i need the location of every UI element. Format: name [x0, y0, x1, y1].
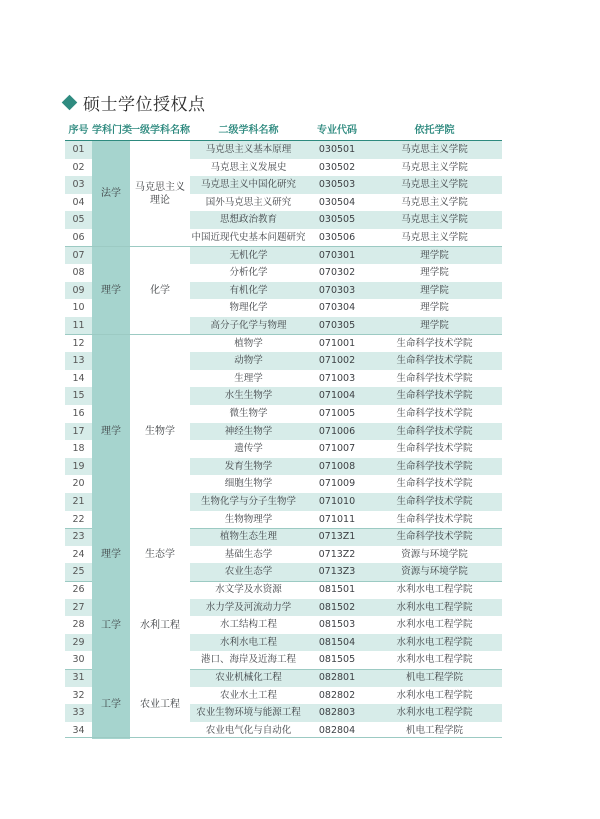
category-cell: 工学	[92, 669, 130, 739]
subdiscipline-name: 农业电气化与自动化	[205, 724, 292, 736]
major-code: 082801	[318, 672, 356, 683]
subdiscipline-name: 无机化学	[229, 249, 268, 261]
major-code: 081501	[318, 584, 356, 595]
college-name: 资源与环境学院	[401, 566, 468, 578]
college-name: 水利水电工程学院	[396, 654, 473, 666]
discipline-cell: 马克思主义理论	[130, 141, 190, 247]
subdiscipline-name: 思想政治教育	[219, 214, 277, 226]
header-code: 专业代码	[317, 125, 357, 136]
subdiscipline-name: 基础生态学	[224, 548, 273, 560]
row-number: 19	[72, 460, 85, 472]
major-code: 030502	[318, 161, 356, 173]
major-code: 071002	[318, 355, 356, 367]
page-title-text: 硕士学位授权点	[83, 94, 206, 115]
row-number: 14	[72, 372, 85, 384]
subdiscipline-name: 国外马克思主义研究	[205, 196, 292, 208]
major-code: 071009	[318, 478, 356, 490]
row-number: 30	[72, 654, 85, 666]
subdiscipline-name: 高分子化学与物理	[210, 320, 287, 331]
college-name: 水利水电工程学院	[396, 689, 473, 701]
major-code: 082803	[318, 707, 356, 719]
major-code: 0713Z1	[318, 531, 356, 543]
row-number: 13	[72, 355, 85, 367]
row-number: 32	[72, 689, 85, 701]
subdiscipline-name: 细胞生物学	[224, 478, 273, 490]
college-name: 机电工程学院	[405, 724, 463, 736]
college-name: 马克思主义学院	[401, 214, 468, 226]
major-code: 070301	[318, 249, 356, 261]
major-code: 0713Z3	[318, 566, 356, 578]
major-code: 071008	[318, 460, 356, 472]
subdiscipline-name: 农业机械化工程	[215, 672, 282, 683]
row-number: 34	[72, 724, 85, 736]
college-name: 生命科学技术学院	[396, 408, 473, 419]
college-name: 生命科学技术学院	[396, 390, 473, 402]
subdiscipline-name: 水工结构工程	[219, 619, 277, 631]
subdiscipline-name: 微生物学	[229, 408, 268, 419]
major-code: 071001	[318, 337, 356, 349]
college-name: 生命科学技术学院	[396, 425, 473, 437]
category-cell: 理学	[92, 247, 130, 335]
subdiscipline-name: 马克思主义基本原理	[205, 144, 292, 155]
college-name: 水利水电工程学院	[396, 636, 473, 648]
major-code: 081505	[318, 654, 356, 666]
row-number: 01	[72, 144, 85, 155]
major-code: 030505	[318, 214, 356, 226]
subdiscipline-name: 分析化学	[229, 267, 268, 279]
college-name: 马克思主义学院	[401, 161, 468, 173]
subdiscipline-name: 植物学	[234, 337, 263, 349]
college-name: 生命科学技术学院	[396, 496, 473, 507]
row-number: 23	[72, 531, 85, 543]
discipline-cell: 生态学	[130, 528, 190, 581]
subdiscipline-name: 动物学	[234, 355, 263, 367]
row-number: 31	[72, 672, 85, 683]
college-name: 生命科学技术学院	[396, 513, 473, 525]
discipline-cell: 农业工程	[130, 669, 190, 739]
subdiscipline-name: 物理化学	[229, 302, 268, 314]
row-number: 17	[72, 425, 85, 437]
row-number: 04	[72, 196, 85, 208]
category-cell: 理学	[92, 335, 130, 529]
row-number: 20	[72, 478, 85, 490]
subdiscipline-name: 有机化学	[229, 284, 268, 296]
college-name: 马克思主义学院	[401, 179, 468, 191]
category-cell: 工学	[92, 581, 130, 669]
college-name: 生命科学技术学院	[396, 478, 473, 490]
category-cell: 理学	[92, 528, 130, 581]
subdiscipline-name: 植物生态生理	[219, 531, 277, 543]
major-code: 081503	[318, 619, 356, 631]
discipline-cell: 化学	[130, 247, 190, 335]
row-number: 22	[72, 513, 85, 525]
subdiscipline-name: 水文学及水资源	[215, 584, 282, 595]
table-bottom-border	[65, 737, 502, 738]
major-code: 030501	[318, 144, 356, 155]
row-number: 09	[72, 284, 85, 296]
major-code: 0713Z2	[318, 548, 356, 560]
page-title	[62, 90, 206, 114]
college-name: 水利水电工程学院	[396, 601, 473, 613]
discipline-cell: 生物学	[130, 335, 190, 529]
major-code: 070303	[318, 284, 356, 296]
header-category: 学科门类	[92, 125, 132, 136]
major-code: 070304	[318, 302, 356, 314]
college-name: 生命科学技术学院	[396, 355, 473, 367]
subdiscipline-name: 生理学	[234, 372, 263, 384]
college-name: 生命科学技术学院	[396, 531, 473, 543]
subdiscipline-name: 马克思主义中国化研究	[200, 179, 296, 191]
row-number: 10	[72, 302, 85, 314]
major-code: 030504	[318, 196, 356, 208]
major-code: 082802	[318, 689, 356, 701]
row-number: 29	[72, 636, 85, 648]
major-code: 030506	[318, 232, 356, 243]
row-number: 16	[72, 408, 85, 419]
table-header	[65, 123, 502, 139]
subdiscipline-name: 农业生物环境与能源工程	[196, 707, 301, 719]
subdiscipline-name: 生物化学与分子生物学	[200, 496, 296, 507]
major-code: 071005	[318, 408, 356, 419]
major-code: 070305	[318, 320, 356, 331]
header-subdiscipline: 二级学科名称	[218, 125, 279, 136]
subdiscipline-name: 生物物理学	[224, 513, 273, 525]
college-name: 生命科学技术学院	[396, 372, 473, 384]
row-number: 28	[72, 619, 85, 631]
college-name: 生命科学技术学院	[396, 337, 473, 349]
college-name: 理学院	[420, 267, 449, 279]
major-code: 071007	[318, 443, 356, 455]
major-code: 071010	[318, 496, 356, 507]
row-number: 15	[72, 390, 85, 402]
college-name: 马克思主义学院	[401, 144, 468, 155]
subdiscipline-name: 水力学及河流动力学	[205, 601, 292, 613]
college-name: 马克思主义学院	[401, 232, 468, 243]
subdiscipline-name: 农业水土工程	[219, 689, 277, 701]
major-code: 071003	[318, 372, 356, 384]
category-cell: 法学	[92, 141, 130, 247]
subdiscipline-name: 农业生态学	[224, 566, 273, 578]
college-name: 水利水电工程学院	[396, 584, 473, 595]
college-name: 理学院	[420, 320, 449, 331]
college-name: 水利水电工程学院	[396, 707, 473, 719]
major-code: 071006	[318, 425, 356, 437]
subdiscipline-name: 水利水电工程	[219, 636, 277, 648]
subdiscipline-name: 水生生物学	[224, 390, 273, 402]
major-code: 030503	[318, 179, 356, 191]
subdiscipline-name: 港口、海岸及近海工程	[200, 654, 296, 666]
major-code: 081502	[318, 601, 356, 613]
row-number: 02	[72, 161, 85, 173]
major-code: 071004	[318, 390, 356, 402]
discipline-cell: 水利工程	[130, 581, 190, 669]
row-number: 11	[72, 320, 85, 331]
college-name: 理学院	[420, 302, 449, 314]
college-name: 理学院	[420, 284, 449, 296]
subdiscipline-name: 发育生物学	[224, 460, 273, 472]
row-number: 08	[72, 267, 85, 279]
college-name: 马克思主义学院	[401, 196, 468, 208]
row-number: 07	[72, 249, 85, 261]
header-no: 序号	[68, 125, 89, 136]
row-number: 27	[72, 601, 85, 613]
diamond-bullet-icon	[62, 94, 78, 110]
row-number: 03	[72, 179, 85, 191]
row-number: 05	[72, 214, 85, 226]
header-discipline: 一级学科名称	[130, 125, 190, 136]
college-name: 资源与环境学院	[401, 548, 468, 560]
college-name: 理学院	[420, 249, 449, 261]
major-code: 082804	[318, 724, 356, 736]
subdiscipline-name: 神经生物学	[224, 425, 273, 437]
college-name: 机电工程学院	[405, 672, 463, 683]
row-number: 06	[72, 232, 85, 243]
row-number: 18	[72, 443, 85, 455]
college-name: 水利水电工程学院	[396, 619, 473, 631]
college-name: 生命科学技术学院	[396, 443, 473, 455]
row-number: 12	[72, 337, 85, 349]
subdiscipline-name: 马克思主义发展史	[210, 161, 287, 173]
major-code: 070302	[318, 267, 356, 279]
subdiscipline-name: 中国近现代史基本问题研究	[191, 232, 306, 243]
row-number: 26	[72, 584, 85, 595]
subdiscipline-name: 遗传学	[234, 443, 263, 455]
header-college: 依托学院	[414, 125, 455, 136]
major-code: 071011	[318, 513, 356, 525]
row-number: 21	[72, 496, 85, 507]
row-number: 33	[72, 707, 85, 719]
major-code: 081504	[318, 636, 356, 648]
row-number: 24	[72, 548, 85, 560]
college-name: 生命科学技术学院	[396, 460, 473, 472]
row-number: 25	[72, 566, 85, 578]
